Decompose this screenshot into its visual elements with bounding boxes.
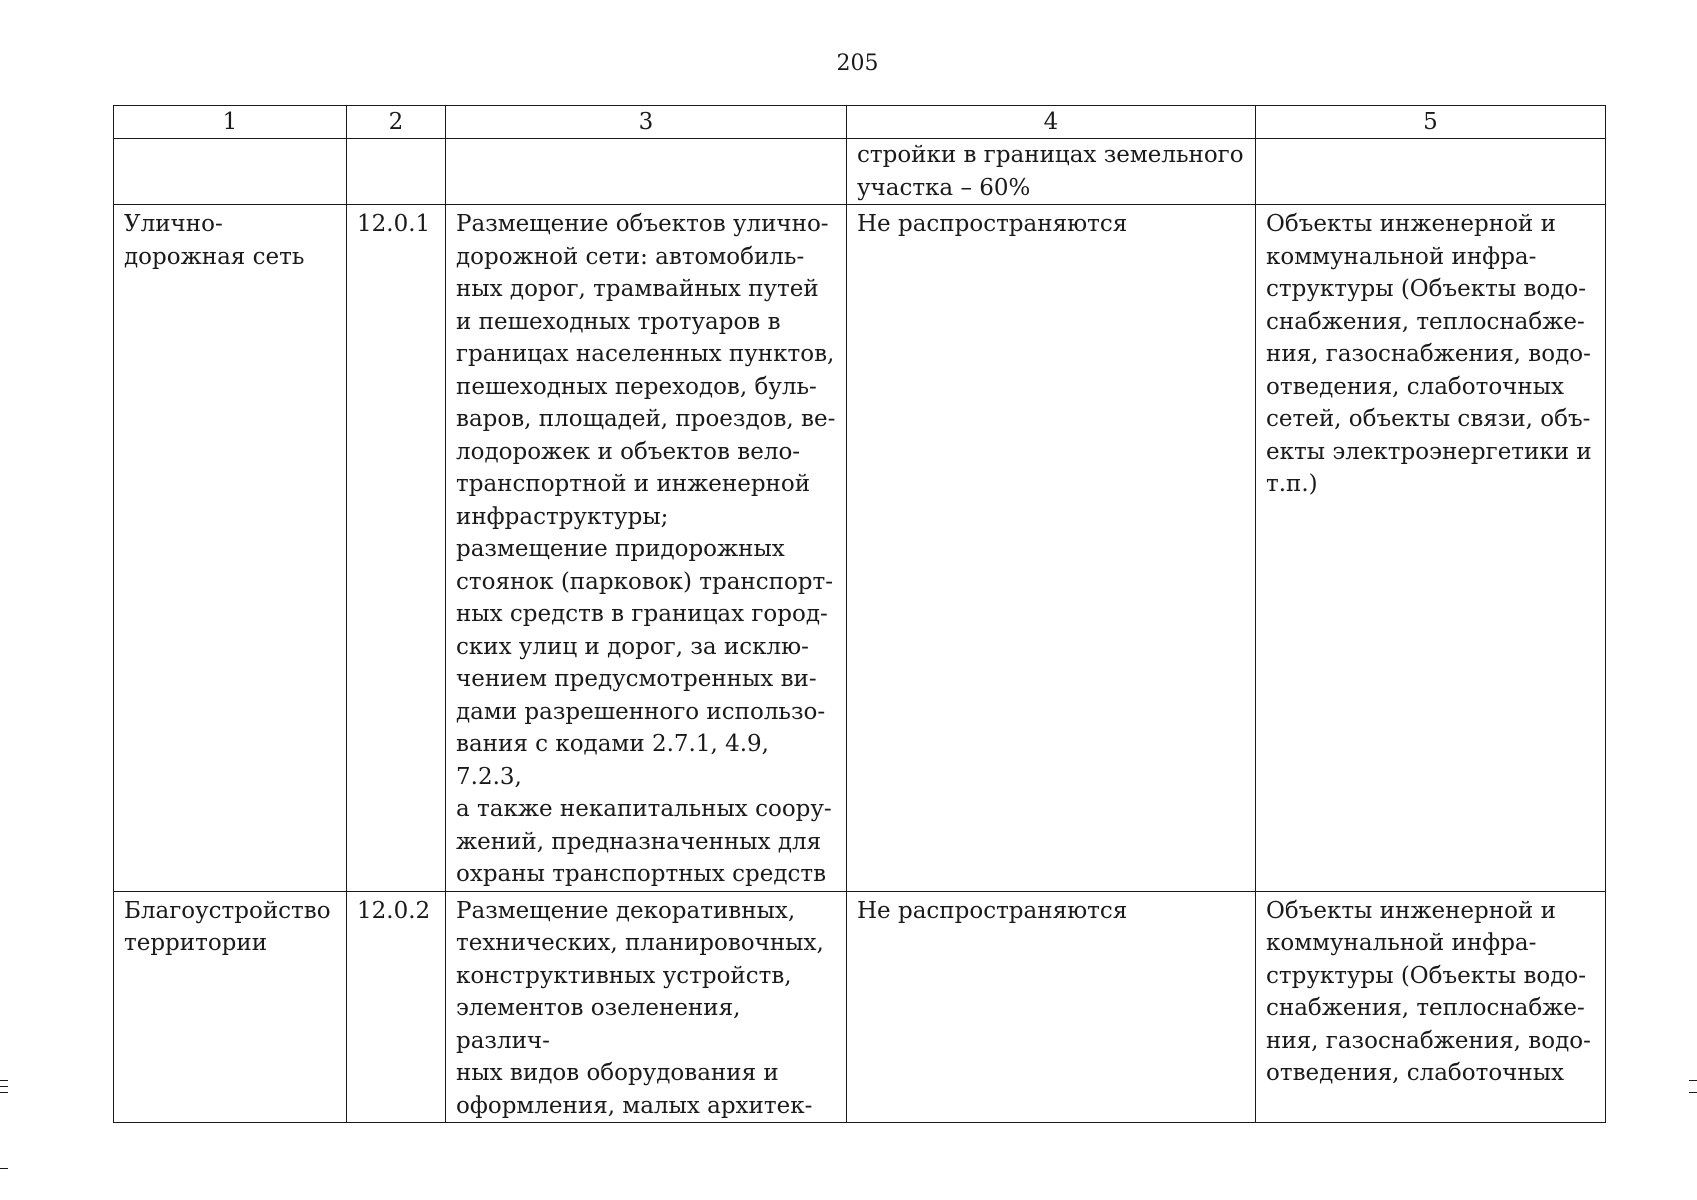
parameters-cell: Не распространяются [847,205,1256,892]
auxiliary-uses-cell [1256,139,1606,205]
use-name-cell: Улично- дорожная сеть [114,205,347,892]
table-row [114,891,1606,1123]
column-header-1: 1 [114,106,347,139]
parameters-cell: стройки в границах земельного участка – 60% [847,139,1256,205]
scan-edge-mark [1689,1092,1697,1093]
use-name-cell [114,139,347,205]
column-header-5: 5 [1256,106,1606,139]
scan-edge-mark [1689,1080,1697,1081]
scan-edge-mark [0,1092,8,1093]
column-header-4: 4 [847,106,1256,139]
auxiliary-uses-cell: Объекты инженерной и коммунальной инфра- структуры (Объекты водо- снабжения, теплоснабже- ния, газоснабжения, водо- отведения, слаботочных [1256,891,1606,1123]
regulations-table [113,105,1606,1123]
auxiliary-uses-cell: Объекты инженерной и коммунальной инфра- структуры (Объекты водо- снабжения, теплоснабже- ния, газоснабжения, водо- отведения, слаботочных сетей, объекты связи, объ- екты электроэнергетики и т.п.) [1256,205,1606,892]
table-row [114,139,1606,205]
column-header-3: 3 [446,106,847,139]
use-code-cell: 12.0.2 [347,891,446,1123]
use-name-cell: Благоустройство территории [114,891,347,1123]
use-description-cell: Размещение декоративных, технических, планировочных, конструктивных устройств, элементов озеленения, различ- ных видов оборудования и оформления, малых архитек- [446,891,847,1123]
use-description-cell: Размещение объектов улично- дорожной сети: автомобиль- ных дорог, трамвайных путей и пешеходных тротуаров в границах населенных пунктов, пешеходных переходов, буль- варов, площадей, проездов, ве- лодорожек и объектов вело- транспортной и инженерной инфраструктуры; размещение придорожных стоянок (парковок) транспорт- ных средств в границах город- ских улиц и дорог, за исклю- чением предусмотренных ви- дами разрешенного использо- вания с кодами 2.7.1, 4.9, 7.2.3, а также некапитальных соору- жений, предназначенных для охраны транспортных средств [446,205,847,892]
table-header-row [114,106,1606,139]
scan-edge-mark [0,1168,8,1169]
scan-edge-mark [0,1080,8,1081]
use-code-cell [347,139,446,205]
page-number: 205 [836,51,879,76]
use-description-cell [446,139,847,205]
parameters-cell: Не распространяются [847,891,1256,1123]
table-row [114,205,1606,892]
use-code-cell: 12.0.1 [347,205,446,892]
scan-edge-mark [0,1086,8,1087]
column-header-2: 2 [347,106,446,139]
